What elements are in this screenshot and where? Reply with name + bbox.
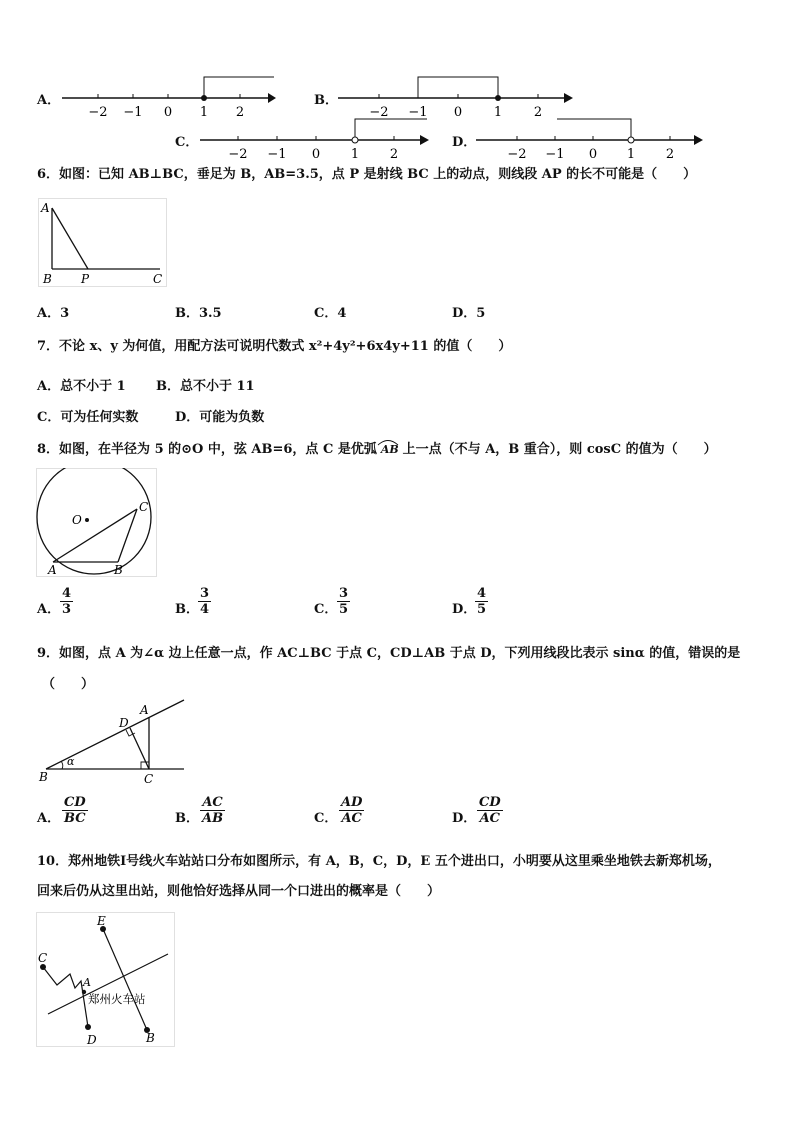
- tick-label: −1: [545, 147, 565, 162]
- q8-text-before: 8．如图，在半径为 5 的⊙O 中，弦 AB=6，点 C 是优弧: [37, 442, 377, 457]
- label-station: 郑州火车站: [88, 992, 146, 1006]
- label-b: B: [146, 1031, 155, 1045]
- tick-label: 2: [235, 105, 245, 120]
- tick-label: 2: [665, 147, 675, 162]
- q5-option-b-letter: B．: [314, 93, 338, 108]
- q9-option-c-fraction[interactable]: $\frac{AD}{AC}$: [341, 795, 363, 826]
- label-d: D: [119, 716, 129, 730]
- label-a: A: [41, 201, 50, 215]
- q8-option-c-fraction[interactable]: $\frac{3}{5}$: [339, 586, 349, 617]
- label-b: B: [114, 563, 123, 577]
- q8-arc-label: AB: [381, 441, 399, 459]
- q9-option-a-letter[interactable]: A．: [37, 811, 61, 826]
- q5-option-c-number-line: [198, 112, 438, 164]
- q8-question-text: [37, 441, 717, 459]
- q8-text-after: 上一点（不与 A，B 重合），则 cosC 的值为（ ）: [402, 442, 717, 457]
- label-a: A: [83, 976, 91, 989]
- q9-option-c-letter[interactable]: C．: [314, 811, 338, 826]
- q7-option-b[interactable]: B．总不小于 11: [156, 379, 255, 394]
- q9-question-text-line2: （ ）: [42, 677, 95, 692]
- q5-option-c-letter: C．: [175, 135, 199, 150]
- q8-option-d-letter[interactable]: D．: [452, 602, 477, 617]
- label-d: D: [87, 1033, 97, 1047]
- q10-question-text-line2: 回来后仍从这里出站，则他恰好选择从同一个口进出的概率是（ ）: [37, 884, 441, 899]
- q9-question-text-line1: 9．如图，点 A 为∠α 边上任意一点，作 AC⊥BC 于点 C，CD⊥AB 于点 D，下列用线段比表示 sinα 的值，错误的是: [37, 646, 741, 661]
- q9-option-a-fraction[interactable]: $\frac{CD}{BC}$: [64, 795, 86, 826]
- q8-option-b-letter[interactable]: B．: [175, 602, 199, 617]
- q9-option-b-fraction[interactable]: $\frac{AC}{AB}$: [202, 795, 224, 826]
- q6-option-c[interactable]: C．4: [314, 306, 347, 321]
- tick-label: 2: [533, 105, 543, 120]
- label-c: C: [38, 951, 48, 965]
- q6-option-a[interactable]: A．3: [37, 306, 70, 321]
- tick-label: −1: [408, 105, 428, 120]
- q9-option-d-letter[interactable]: D．: [452, 811, 477, 826]
- label-a: A: [48, 563, 57, 577]
- q10-question-text-line1: 10．郑州地铁Ⅰ号线火车站站口分布如图所示，有 A，B，C，D，E 五个进出口，小明要从这里乘坐地铁去新郑机场，: [37, 854, 721, 869]
- label-e: E: [97, 914, 106, 928]
- label-c: C: [153, 272, 163, 286]
- arc-symbol-icon: [377, 438, 399, 446]
- tick-label: 0: [453, 105, 463, 120]
- label-o: O: [72, 513, 82, 527]
- tick-label: 1: [493, 105, 503, 120]
- label-p: P: [81, 272, 90, 286]
- tick-label: 0: [311, 147, 321, 162]
- q5-option-d-number-line: [474, 112, 710, 164]
- label-b: B: [43, 272, 52, 286]
- q8-option-b-fraction[interactable]: $\frac{3}{4}$: [200, 586, 210, 617]
- q7-option-c[interactable]: C．可为任何实数: [37, 410, 139, 425]
- q6-option-b[interactable]: B．3.5: [175, 306, 222, 321]
- q5-option-a-letter: A．: [37, 93, 61, 108]
- q7-option-d[interactable]: D．可能为负数: [175, 410, 265, 425]
- tick-label: −2: [507, 147, 527, 162]
- tick-label: −2: [369, 105, 389, 120]
- tick-label: 1: [626, 147, 636, 162]
- tick-label: 0: [588, 147, 598, 162]
- tick-label: 1: [350, 147, 360, 162]
- tick-label: 0: [163, 105, 173, 120]
- q7-question-text: 7．不论 x、y 为何值，用配方法可说明代数式 x²+4y²+6x4y+11 的值（ ）: [37, 339, 512, 354]
- tick-label: 2: [389, 147, 399, 162]
- tick-label: −2: [88, 105, 108, 120]
- label-c: C: [144, 772, 154, 786]
- tick-label: −1: [267, 147, 287, 162]
- label-b: B: [39, 770, 48, 784]
- label-a: A: [140, 703, 149, 717]
- q8-figure: [36, 468, 158, 578]
- q8-option-a-fraction[interactable]: $\frac{4}{3}$: [62, 586, 72, 617]
- q8-option-c-letter[interactable]: C．: [314, 602, 338, 617]
- q6-option-d[interactable]: D．5: [452, 306, 486, 321]
- q8-option-d-fraction[interactable]: $\frac{4}{5}$: [477, 586, 487, 617]
- q8-option-a-letter[interactable]: A．: [37, 602, 61, 617]
- q6-question-text: 6．如图：已知 AB⊥BC，垂足为 B，AB=3.5，点 P 是射线 BC 上的动点，则线段 AP 的长不可能是（ ）: [37, 167, 697, 182]
- tick-label: 1: [199, 105, 209, 120]
- q6-figure: [38, 198, 168, 290]
- label-alpha: α: [67, 755, 75, 768]
- label-c: C: [139, 500, 149, 514]
- q9-figure: [36, 697, 188, 789]
- tick-label: −2: [228, 147, 248, 162]
- q5-option-d-letter: D．: [452, 135, 477, 150]
- q7-option-a[interactable]: A．总不小于 1: [37, 379, 126, 394]
- q9-option-b-letter[interactable]: B．: [175, 811, 199, 826]
- q10-figure: [36, 912, 176, 1048]
- q9-option-d-fraction[interactable]: $\frac{CD}{AC}$: [479, 795, 501, 826]
- tick-label: −1: [123, 105, 143, 120]
